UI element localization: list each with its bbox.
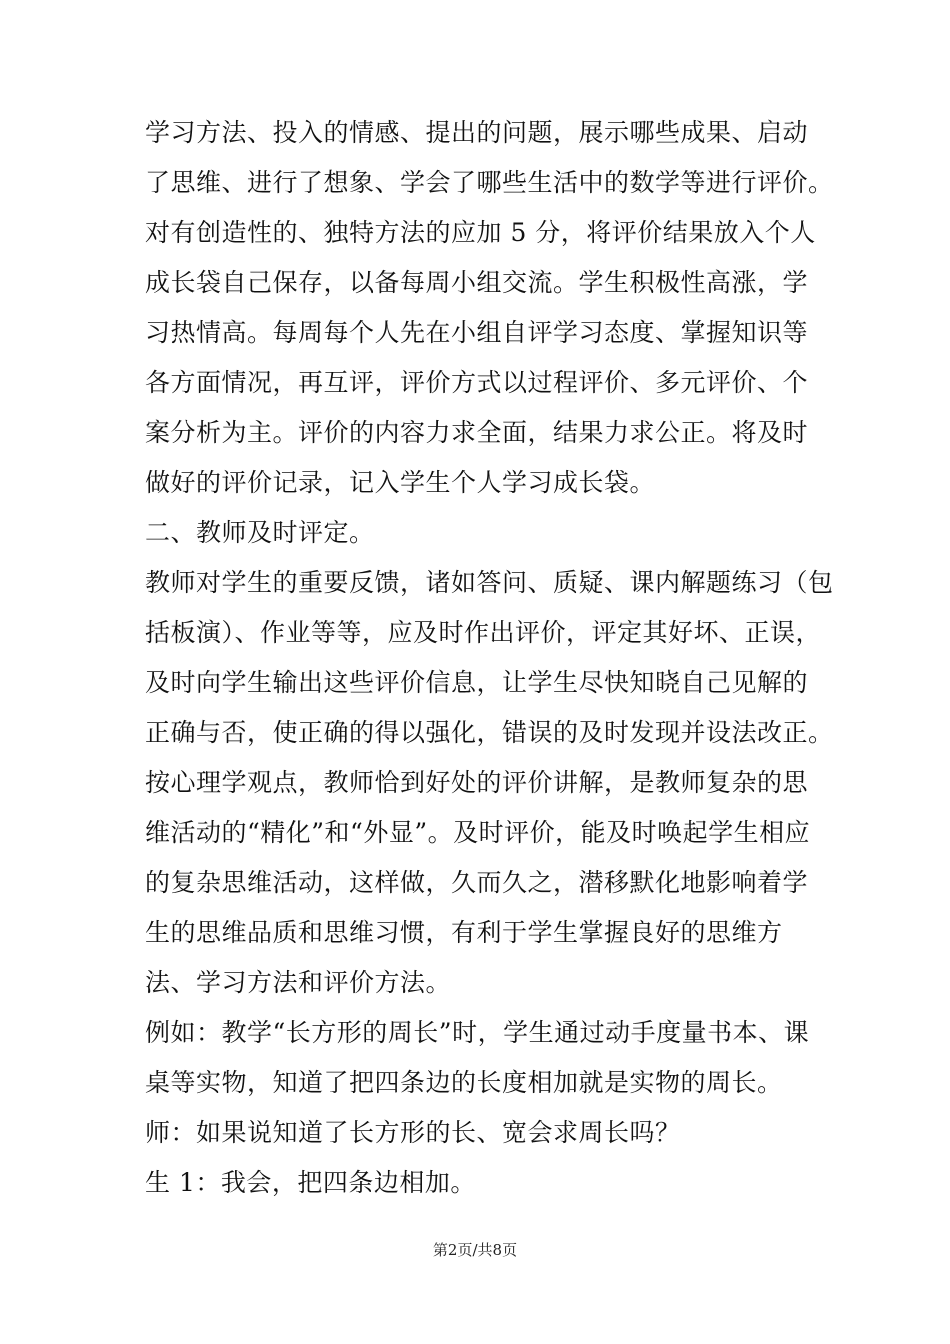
body-text-line: 正确与否，使正确的得以强化，错误的及时发现并设法改正。	[145, 718, 834, 747]
body-text-line: 法、学习方法和评价方法。	[145, 968, 452, 997]
body-text-line: 成长袋自己保存，以备每周小组交流。学生积极性高涨，学	[145, 268, 809, 297]
body-text-line: 按心理学观点，教师恰到好处的评价讲解，是教师复杂的思	[145, 768, 809, 797]
body-text-line: 习热情高。每周每个人先在小组自评学习态度、掌握知识等	[145, 318, 809, 347]
body-text-line: 及时向学生输出这些评价信息，让学生尽快知晓自己见解的	[145, 668, 809, 697]
dialogue-line: 生 1：我会，把四条边相加。	[145, 1168, 476, 1197]
dialogue-line: 师：如果说知道了长方形的长、宽会求周长吗？	[145, 1118, 681, 1147]
body-text-line: 教师对学生的重要反馈，诸如答问、质疑、课内解题练习（包	[145, 568, 834, 597]
section-heading: 二、教师及时评定。	[145, 518, 375, 547]
body-text-line: 维活动的“精化”和“外显”。及时评价，能及时唤起学生相应	[145, 818, 811, 847]
body-text-line: 学习方法、投入的情感、提出的问题，展示哪些成果、启动	[145, 118, 809, 147]
body-text-line: 做好的评价记录，记入学生个人学习成长袋。	[145, 468, 656, 497]
body-text-line: 生的思维品质和思维习惯，有利于学生掌握良好的思维方	[145, 918, 783, 947]
body-text-line: 对有创造性的、独特方法的应加 5 分，将评价结果放入个人	[145, 218, 816, 247]
body-text-line: 桌等实物，知道了把四条边的长度相加就是实物的周长。	[145, 1068, 783, 1097]
body-text-line: 各方面情况，再互评，评价方式以过程评价、多元评价、个	[145, 368, 809, 397]
body-text-line: 了思维、进行了想象、学会了哪些生活中的数学等进行评价。	[145, 168, 834, 197]
body-text-line: 例如：教学“长方形的周长”时，学生通过动手度量书本、课	[145, 1018, 810, 1047]
body-text-line: 括板演）、作业等等，应及时作出评价，评定其好坏、正误，	[145, 618, 822, 647]
body-text-line: 的复杂思维活动，这样做，久而久之，潜移默化地影响着学	[145, 868, 809, 897]
page-number-footer: 第2页/共8页	[432, 1241, 518, 1259]
body-text-line: 案分析为主。评价的内容力求全面，结果力求公正。将及时	[145, 418, 809, 447]
